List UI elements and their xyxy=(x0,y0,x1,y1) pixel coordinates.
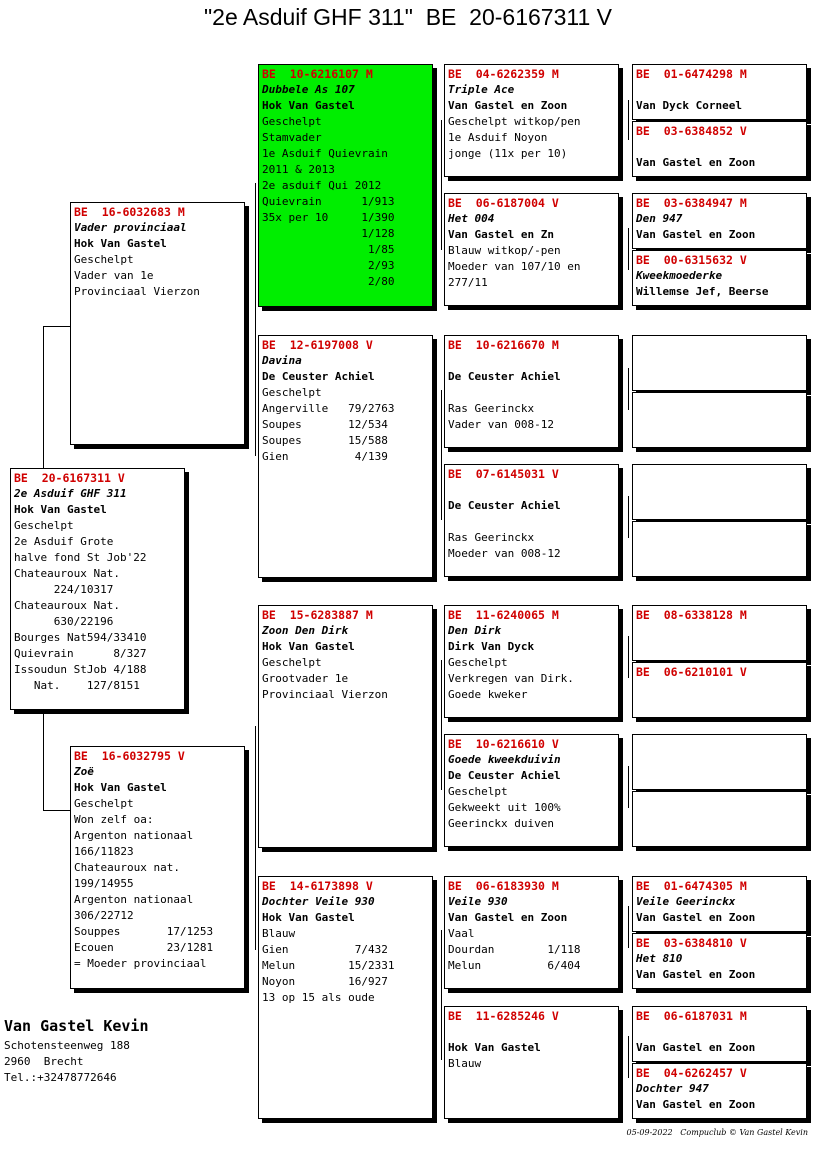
pedigree-card-gen5 xyxy=(632,605,807,661)
connector-line xyxy=(43,326,44,470)
ring-number: BE 03-6384852 V xyxy=(636,124,747,138)
connector-line xyxy=(441,660,442,790)
info-line: Angerville 79/2763 xyxy=(262,402,395,415)
info-line: 2e asduif Qui 2012 xyxy=(262,179,382,192)
info-line: Geschelpt xyxy=(262,386,322,399)
connector-line xyxy=(43,712,44,810)
pigeon-name: Davina xyxy=(262,354,302,367)
pigeon-name: Den 947 xyxy=(636,212,683,225)
info-line: 35x per 10 1/390 xyxy=(262,211,395,224)
info-line: Vader van 1e xyxy=(74,269,154,282)
pedigree-card-gen5 xyxy=(632,392,807,448)
pedigree-card-gen4 xyxy=(444,876,619,989)
info-line: Ecouen 23/1281 xyxy=(74,941,214,954)
pedigree-card-gen3 xyxy=(258,876,433,1119)
pedigree-card-gen5 xyxy=(632,250,807,306)
ring-number: BE 04-6262457 V xyxy=(636,1066,747,1080)
page-title: "2e Asduif GHF 311" BE 20-6167311 V xyxy=(203,4,612,30)
pigeon-name xyxy=(636,1024,803,1040)
connector-line xyxy=(43,810,70,811)
info-line: Geschelpt xyxy=(14,519,74,532)
connector-line xyxy=(628,228,629,270)
pedigree-card-gen3 xyxy=(258,64,433,307)
pedigree-card-gen4 xyxy=(444,1006,619,1119)
info-line: Souppes 17/1253 xyxy=(74,925,214,938)
pedigree-card-gen5 xyxy=(632,193,807,249)
info-line: 2/93 xyxy=(262,259,395,272)
pedigree-card-dam xyxy=(70,746,245,989)
pedigree-card-gen5 xyxy=(632,1063,807,1119)
pedigree-card-sire xyxy=(70,202,245,445)
pigeon-name: 2e Asduif GHF 311 xyxy=(14,487,127,500)
pigeon-name xyxy=(448,482,615,498)
pigeon-name xyxy=(636,82,803,98)
pigeon-name: Zoon Den Dirk xyxy=(262,624,349,637)
pigeon-name: Het 004 xyxy=(448,212,495,225)
owner-name: De Ceuster Achiel xyxy=(262,370,375,383)
info-line: Provinciaal Vierzon xyxy=(262,688,388,701)
ring-number: BE 06-6183930 M xyxy=(448,879,559,893)
info-line: Gien 7/432 xyxy=(262,943,388,956)
info-line: Won zelf oa: xyxy=(74,813,154,826)
info-line: Geschelpt xyxy=(262,656,322,669)
info-line: Ras Geerinckx xyxy=(448,402,535,415)
owner-name: Hok Van Gastel xyxy=(74,237,167,250)
ring-number: BE 16-6032683 M xyxy=(74,205,185,219)
info-line: Vaal xyxy=(448,927,475,940)
owner-name: Van Gastel en Zoon xyxy=(636,1041,756,1054)
info-line: Geschelpt xyxy=(74,797,134,810)
pigeon-name: Veile 930 xyxy=(448,895,508,908)
owner-name: Van Gastel en Zoon xyxy=(636,156,756,169)
connector-line xyxy=(628,906,629,948)
pedigree-card-gen5 xyxy=(632,64,807,120)
info-line: Argenton nationaal xyxy=(74,893,194,906)
connector-line xyxy=(628,766,629,808)
info-line: 2e Asduif Grote xyxy=(14,535,114,548)
pedigree-card-gen5 xyxy=(632,335,807,391)
pigeon-name xyxy=(636,139,803,155)
connector-line xyxy=(255,856,256,950)
owner-name: Van Gastel en Zoon xyxy=(636,1098,756,1111)
info-line: 306/22712 xyxy=(74,909,134,922)
info-line: Nat. 127/8151 xyxy=(14,679,140,692)
info-line: Moeder van 107/10 en xyxy=(448,260,581,273)
info-line: Vader van 008-12 xyxy=(448,418,554,431)
owner-name: Dirk Van Dyck xyxy=(448,640,535,653)
connector-line xyxy=(255,183,256,328)
connector-line xyxy=(43,326,70,327)
pigeon-name: Goede kweekduivin xyxy=(448,753,561,766)
connector-line xyxy=(628,100,629,140)
ring-number: BE 11-6285246 V xyxy=(448,1009,559,1023)
breeder-name: Van Gastel Kevin xyxy=(4,1017,149,1035)
ring-number: BE 10-6216107 M xyxy=(262,67,373,81)
pedigree-card-gen5 xyxy=(632,791,807,847)
info-line: 1/128 xyxy=(262,227,395,240)
info-line: Geschelpt xyxy=(448,656,508,669)
ring-number: BE 04-6262359 M xyxy=(448,67,559,81)
info-line: Bourges Nat594/33410 xyxy=(14,631,147,644)
connector-line xyxy=(255,328,256,456)
ring-number: BE 15-6283887 M xyxy=(262,608,373,622)
owner-name: Van Gastel en Zoon xyxy=(448,99,568,112)
info-line: Geschelpt witkop/pen xyxy=(448,115,581,128)
info-line: Blauw witkop/-pen xyxy=(448,244,561,257)
pedigree-card-gen4 xyxy=(444,734,619,847)
pigeon-name: Den Dirk xyxy=(448,624,501,637)
info-line: = Moeder provinciaal xyxy=(74,957,207,970)
info-line: Geerinckx duiven xyxy=(448,817,554,830)
pedigree-card-gen5 xyxy=(632,1006,807,1062)
connector-line xyxy=(628,496,629,538)
owner-name: Van Gastel en Zoon xyxy=(448,911,568,924)
breeder-phone: Tel.:+32478772646 xyxy=(4,1071,117,1084)
pigeon-name: Kweekmoederke xyxy=(636,269,723,282)
info-line: Grootvader 1e xyxy=(262,672,349,685)
connector-line xyxy=(255,726,256,856)
pigeon-name: Dubbele As 107 xyxy=(262,83,355,96)
pedigree-card-gen4 xyxy=(444,193,619,306)
info-line: 630/22196 xyxy=(14,615,114,628)
info-line: Melun 15/2331 xyxy=(262,959,395,972)
ring-number: BE 20-6167311 V xyxy=(14,471,125,485)
info-line xyxy=(448,385,615,401)
owner-name: Hok Van Gastel xyxy=(262,99,355,112)
info-line: Goede kweker xyxy=(448,688,528,701)
info-line: Chateauroux nat. xyxy=(74,861,180,874)
ring-number: BE 08-6338128 M xyxy=(636,608,747,622)
info-line: Chateauroux Nat. xyxy=(14,567,120,580)
info-line: Noyon 16/927 xyxy=(262,975,388,988)
pigeon-name: Dochter Veile 930 xyxy=(262,895,375,908)
info-line: Gien 4/139 xyxy=(262,450,388,463)
connector-line xyxy=(441,930,442,1060)
pigeon-name: Zoë xyxy=(74,765,94,778)
info-line: 1e Asduif Noyon xyxy=(448,131,548,144)
info-line: Stamvader xyxy=(262,131,322,144)
info-line: Issoudun StJob 4/188 xyxy=(14,663,147,676)
connector-line xyxy=(628,368,629,410)
pedigree-card-gen5 xyxy=(632,464,807,520)
pedigree-card-gen3 xyxy=(258,335,433,578)
owner-name: Hok Van Gastel xyxy=(262,911,355,924)
pigeon-name xyxy=(448,1024,615,1040)
info-line: Moeder van 008-12 xyxy=(448,547,561,560)
pedigree-card-gen5 xyxy=(632,121,807,177)
ring-number: BE 11-6240065 M xyxy=(448,608,559,622)
ring-number: BE 14-6173898 V xyxy=(262,879,373,893)
breeder-city: 2960 Brecht xyxy=(4,1055,84,1068)
ring-number: BE 06-6187031 M xyxy=(636,1009,747,1023)
info-line: Dourdan 1/118 xyxy=(448,943,581,956)
info-line: Provinciaal Vierzon xyxy=(74,285,200,298)
connector-line xyxy=(441,390,442,520)
info-line: 199/14955 xyxy=(74,877,134,890)
pedigree-card-gen5 xyxy=(632,876,807,932)
info-line: 1/85 xyxy=(262,243,395,256)
info-line: Verkregen van Dirk. xyxy=(448,672,574,685)
info-line: jonge (11x per 10) xyxy=(448,147,568,160)
print-stamp: 05-09-2022 Compuclub © Van Gastel Kevin xyxy=(626,1128,808,1137)
pedigree-card-gen4 xyxy=(444,464,619,577)
ring-number: BE 10-6216610 V xyxy=(448,737,559,751)
pedigree-card-gen4 xyxy=(444,64,619,177)
info-line: 277/11 xyxy=(448,276,488,289)
ring-number: BE 06-6210101 V xyxy=(636,665,747,679)
ring-number: BE 03-6384810 V xyxy=(636,936,747,950)
pedigree-card-gen5 xyxy=(632,734,807,790)
info-line: 166/11823 xyxy=(74,845,134,858)
owner-name: De Ceuster Achiel xyxy=(448,370,561,383)
connector-line xyxy=(441,120,442,250)
ring-number: BE 00-6315632 V xyxy=(636,253,747,267)
owner-name: Willemse Jef, Beerse xyxy=(636,285,769,298)
info-line: 2011 & 2013 xyxy=(262,163,335,176)
connector-line xyxy=(628,636,629,678)
pedigree-card-gen4 xyxy=(444,335,619,448)
owner-name: Van Gastel en Zoon xyxy=(636,968,756,981)
pedigree-card-gen5 xyxy=(632,521,807,577)
ring-number: BE 03-6384947 M xyxy=(636,196,747,210)
info-line: Soupes 15/588 xyxy=(262,434,388,447)
ring-number: BE 10-6216670 M xyxy=(448,338,559,352)
ring-number: BE 01-6474305 M xyxy=(636,879,747,893)
owner-name: Hok Van Gastel xyxy=(74,781,167,794)
ring-number: BE 16-6032795 V xyxy=(74,749,185,763)
info-line: Gekweekt uit 100% xyxy=(448,801,561,814)
owner-name: Van Gastel en Zoon xyxy=(636,228,756,241)
info-line xyxy=(448,514,615,530)
info-line: 2/80 xyxy=(262,275,395,288)
owner-name: Van Gastel en Zoon xyxy=(636,911,756,924)
owner-name: De Ceuster Achiel xyxy=(448,769,561,782)
pedigree-card-gen4 xyxy=(444,605,619,718)
pedigree-card-gen5 xyxy=(632,662,807,718)
ring-number: BE 01-6474298 M xyxy=(636,67,747,81)
owner-name: Hok Van Gastel xyxy=(14,503,107,516)
pigeon-name: Veile Geerinckx xyxy=(636,895,736,908)
owner-name: Hok Van Gastel xyxy=(448,1041,541,1054)
info-line: halve fond St Job'22 xyxy=(14,551,147,564)
info-line: 224/10317 xyxy=(14,583,114,596)
info-line: Blauw xyxy=(262,927,296,940)
info-line: 1e Asduif Quievrain xyxy=(262,147,388,160)
pigeon-name xyxy=(448,353,615,369)
breeder-info xyxy=(4,1018,149,1086)
info-line: Geschelpt xyxy=(262,115,322,128)
breeder-street: Schotensteenweg 188 xyxy=(4,1039,130,1052)
ring-number: BE 07-6145031 V xyxy=(448,467,559,481)
info-line: Quievrain 8/327 xyxy=(14,647,147,660)
info-line: Blauw xyxy=(448,1057,482,1070)
pedigree-card-subject xyxy=(10,468,185,710)
pigeon-name: Triple Ace xyxy=(448,83,515,96)
ring-number: BE 06-6187004 V xyxy=(448,196,559,210)
ring-number: BE 12-6197008 V xyxy=(262,338,373,352)
pedigree-card-gen3 xyxy=(258,605,433,848)
info-line: Soupes 12/534 xyxy=(262,418,388,431)
info-line: Geschelpt xyxy=(448,785,508,798)
pigeon-name: Vader provinciaal xyxy=(74,221,187,234)
info-line: 13 op 15 als oude xyxy=(262,991,375,1004)
pigeon-name: Dochter 947 xyxy=(636,1082,709,1095)
owner-name: Van Gastel en Zn xyxy=(448,228,554,241)
pedigree-card-gen5 xyxy=(632,933,807,989)
info-line: Ras Geerinckx xyxy=(448,531,535,544)
info-line: Chateauroux Nat. xyxy=(14,599,120,612)
owner-name: Van Dyck Corneel xyxy=(636,99,742,112)
owner-name: Hok Van Gastel xyxy=(262,640,355,653)
connector-line xyxy=(628,1036,629,1078)
owner-name: De Ceuster Achiel xyxy=(448,499,561,512)
info-line: Melun 6/404 xyxy=(448,959,581,972)
info-line: Argenton nationaal xyxy=(74,829,194,842)
pigeon-name: Het 810 xyxy=(636,952,683,965)
info-line: Quievrain 1/913 xyxy=(262,195,395,208)
info-line: Geschelpt xyxy=(74,253,134,266)
